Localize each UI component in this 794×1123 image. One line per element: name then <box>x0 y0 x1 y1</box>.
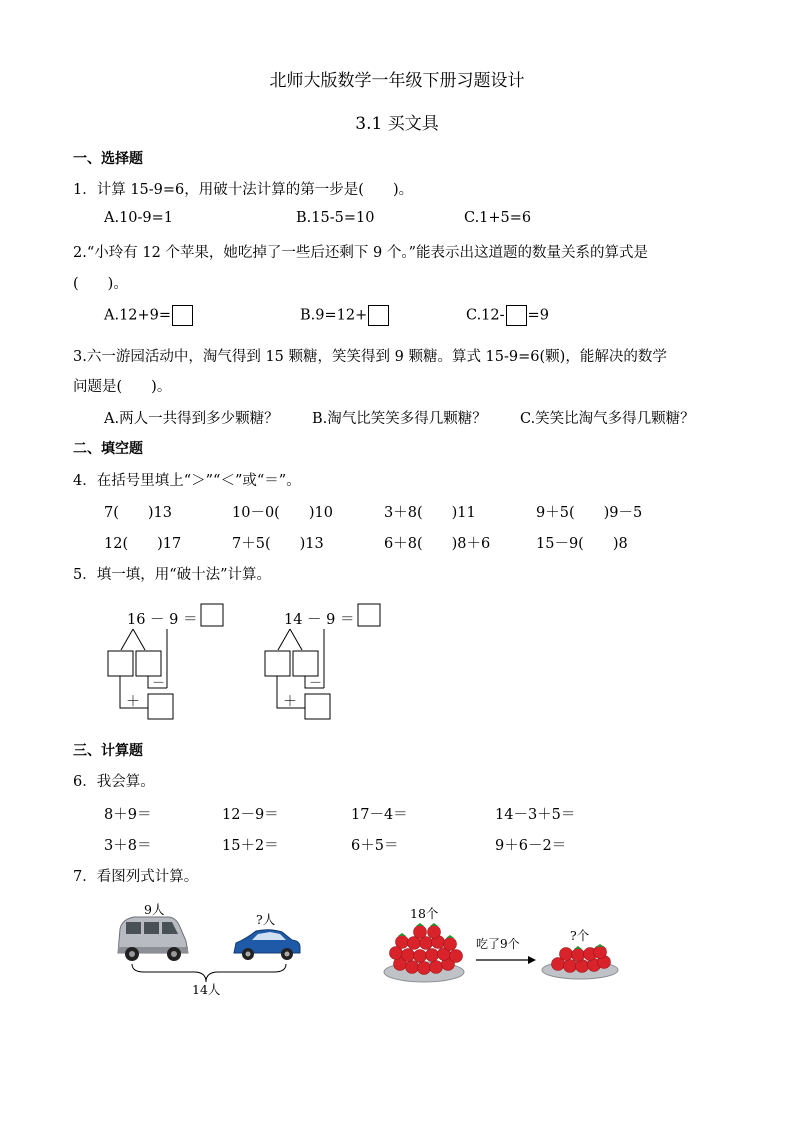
car-label: ?人 <box>256 912 276 927</box>
answer-box[interactable] <box>201 604 223 626</box>
q5-text: 5．填一填，用“破十法”计算。 <box>73 567 272 583</box>
q4-text: 4．在括号里填上“＞”“＜”或“＝”。 <box>73 473 301 489</box>
q3-line1: 3.六一游园活动中，淘气得到 15 颗糖，笑笑得到 9 颗糖。算式 15-9=6(颗)，能解决的数学 <box>73 349 667 365</box>
q3-option-a: A.两人一共得到多少颗糖？ <box>104 411 279 427</box>
q4-item: 12( )17 <box>104 536 182 552</box>
answer-box[interactable] <box>506 305 527 326</box>
answer-box[interactable] <box>305 694 330 719</box>
q4-item: 9＋5( )9－5 <box>536 505 643 521</box>
section-calc-heading: 三、计算题 <box>73 743 143 759</box>
strawberry-plate-full <box>384 923 464 982</box>
q4-item: 3＋8( )11 <box>384 505 476 521</box>
q6-item: 9＋6－2＝ <box>495 838 567 854</box>
q2-option-c-label: C.12- <box>466 307 505 324</box>
q6-item: 14－3＋5＝ <box>495 807 576 823</box>
q2-option-a-label: A.12+9= <box>104 307 172 324</box>
equation-16-9: 16 － 9 ＝ <box>127 612 198 628</box>
q3-option-b: B.淘气比笑笑多得几颗糖？ <box>312 411 487 427</box>
q6-item: 6＋5＝ <box>351 838 399 854</box>
car-icon <box>234 930 300 960</box>
q6-item: 3＋8＝ <box>104 838 152 854</box>
answer-box[interactable] <box>108 651 133 676</box>
q3-line2: 问题是( )。 <box>73 379 172 395</box>
break-ten-diagram-1 <box>108 604 223 719</box>
q2-line2: ( )。 <box>73 276 128 292</box>
strawberry-plate-rest <box>542 944 618 979</box>
q2-option-a <box>104 305 194 326</box>
vehicles-illustration <box>110 895 310 1000</box>
total-label: 14人 <box>192 982 221 997</box>
break-ten-diagram-2 <box>265 604 380 719</box>
answer-box[interactable] <box>358 604 380 626</box>
section-choice-heading: 一、选择题 <box>73 151 143 167</box>
q2-line1: 2.“小玲有 12 个苹果，她吃掉了一些后还剩下 9 个。”能表示出这道题的数量关系的算式是 <box>73 245 649 261</box>
van-icon <box>118 917 188 961</box>
plus-sign: ＋ <box>283 694 297 710</box>
q6-item: 12－9＝ <box>222 807 279 823</box>
q4-item: 10－0( )10 <box>232 505 333 521</box>
q7-text: 7．看图列式计算。 <box>73 869 199 885</box>
q2-option-b-label: B.9=12+ <box>300 307 368 324</box>
q6-item: 17－4＝ <box>351 807 408 823</box>
q1-text: 1．计算 15-9=6，用破十法计算的第一步是( )。 <box>73 182 414 198</box>
van-label: 9人 <box>144 902 165 917</box>
page-title: 北师大版数学一年级下册习题设计 <box>269 71 525 91</box>
q4-item: 7＋5( )13 <box>232 536 324 552</box>
q6-item: 8＋9＝ <box>104 807 152 823</box>
answer-box[interactable] <box>172 305 193 326</box>
page-subtitle: 3.1 买文具 <box>355 114 439 134</box>
equation-14-9: 14 － 9 ＝ <box>284 612 355 628</box>
break-ten-diagrams <box>100 596 400 726</box>
q2-option-b <box>300 305 390 326</box>
plus-sign: ＋ <box>126 694 140 710</box>
left-label: ?个 <box>570 928 590 943</box>
q4-item: 15－9( )8 <box>536 536 628 552</box>
minus-sign: － <box>309 676 323 691</box>
minus-sign: － <box>152 676 166 691</box>
answer-box[interactable] <box>148 694 173 719</box>
answer-box[interactable] <box>265 651 290 676</box>
answer-box[interactable] <box>368 305 389 326</box>
q6-item: 15＋2＝ <box>222 838 279 854</box>
q2-option-c-tail: =9 <box>527 307 549 324</box>
answer-box[interactable] <box>293 651 318 676</box>
answer-box[interactable] <box>136 651 161 676</box>
q1-option-b: B.15-5=10 <box>296 210 375 226</box>
q4-item: 7( )13 <box>104 505 172 521</box>
section-fill-heading: 二、填空题 <box>73 441 143 457</box>
strawberries-illustration <box>380 898 630 990</box>
q1-option-a: A.10-9=1 <box>104 210 174 226</box>
arrow-icon <box>476 956 536 964</box>
berries-label: 18个 <box>410 906 439 921</box>
eaten-label: 吃了9个 <box>476 937 520 951</box>
q3-option-c: C.笑笑比淘气多得几颗糖？ <box>520 411 695 427</box>
q1-option-c: C.1+5=6 <box>464 210 532 226</box>
q6-text: 6．我会算。 <box>73 774 155 790</box>
q2-option-c <box>466 305 549 326</box>
q4-item: 6＋8( )8＋6 <box>384 536 491 552</box>
